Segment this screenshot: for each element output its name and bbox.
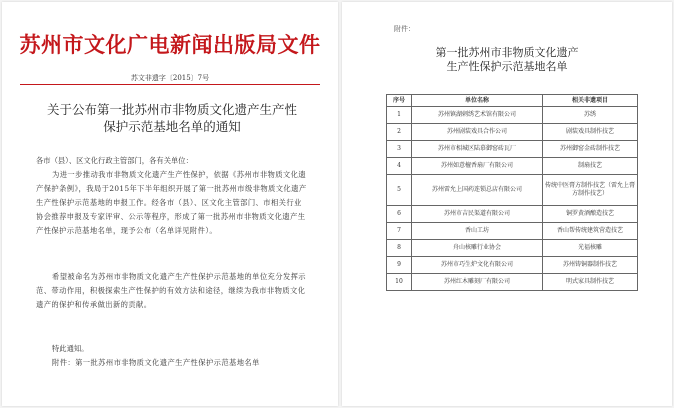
row-unit: 苏州雷允上国药连锁总店有限公司	[412, 175, 543, 206]
row-project: 铜罗黄酒酿造技艺	[543, 206, 638, 223]
row-project: 香山帮传统建筑营造技艺	[543, 223, 638, 240]
header-unit: 单位名称	[412, 95, 543, 107]
table-row	[387, 158, 638, 175]
notice-title-line2: 保护示范基地名单的通知	[103, 119, 241, 134]
row-unit: 香山工坊	[412, 223, 543, 240]
attachment-note	[36, 356, 308, 370]
right-document-page	[342, 2, 672, 406]
list-title-line2: 生产性保护示范基地名单	[446, 60, 568, 73]
table-row	[387, 175, 638, 206]
notice-title	[32, 101, 312, 135]
row-project: 苏绣	[543, 107, 638, 124]
row-unit: 舟山核雕行业协会	[412, 240, 543, 257]
row-project: 剧装戏具制作技艺	[543, 124, 638, 141]
table-row	[387, 223, 638, 240]
base-list-table	[386, 94, 638, 291]
row-unit: 苏州镇湖刺绣艺术馆有限公司	[412, 107, 543, 124]
closing-line: 特此通知。	[52, 344, 89, 353]
attachment-label: 附件：	[394, 25, 415, 33]
table-row	[387, 107, 638, 124]
header-project: 相关非遗项目	[543, 95, 638, 107]
row-no: 9	[387, 257, 412, 274]
body-paragraph-1: 为进一步推动我市非物质文化遗产生产性保护，依据《苏州市非物质文化遗产保护条例》，我局于2015年下半年组织开展了第一批苏州市级非物质文化遗产生产性保护示范基地的申报工作。经各市（县）、区文化主管部门、市相关行业协会推荐申报及专家评审、公示等程序，形成了第一批苏州市非物质文化遗产生产性保护示范基地名单，现予公布（名单详见附件）。	[36, 170, 307, 235]
row-no: 8	[387, 240, 412, 257]
salutation: 各市（县）、区文化行政主管部门，各有关单位：	[36, 156, 193, 165]
left-document-page	[2, 2, 338, 406]
row-no: 10	[387, 274, 412, 291]
row-project: 制扇技艺	[543, 158, 638, 175]
row-no: 3	[387, 141, 412, 158]
body-paragraph-2: 希望被命名为苏州市非物质文化遗产生产性保护示范基地的单位充分发挥示范、带动作用，积极探索生产性保护的有效方法和途径，继续为我市非物质文化遗产的保护和传承做出新的贡献。	[36, 272, 306, 309]
row-unit: 苏州市巧生炉文化有限公司	[412, 257, 543, 274]
notice-title-line1: 关于公布第一批苏州市非物质文化遗产生产性	[46, 102, 297, 117]
row-unit: 苏州市相城区陆慕御窑砖瓦厂	[412, 141, 543, 158]
row-unit: 苏州如意檀香扇厂有限公司	[412, 158, 543, 175]
row-unit: 苏州剧装戏具合作公司	[412, 124, 543, 141]
table-row	[387, 257, 638, 274]
row-project: 苏州御窑金砖制作技艺	[543, 141, 638, 158]
table-row	[387, 274, 638, 291]
row-no: 5	[387, 175, 412, 206]
row-no: 7	[387, 223, 412, 240]
table-row	[387, 240, 638, 257]
red-divider	[20, 84, 320, 85]
document-number: 苏文非遗字〔2015〕7号	[130, 74, 210, 82]
table-row	[387, 124, 638, 141]
row-unit: 苏州红木雕刻厂有限公司	[412, 274, 543, 291]
row-project: 明式家具制作技艺	[543, 274, 638, 291]
row-no: 2	[387, 124, 412, 141]
table-row	[387, 141, 638, 158]
row-unit: 苏州市吉民渠道有限公司	[412, 206, 543, 223]
attachment-prefix: 附件：	[52, 358, 76, 367]
row-no: 4	[387, 158, 412, 175]
row-project: 光福核雕	[543, 240, 638, 257]
row-project: 苏州铸铜器制作技艺	[543, 257, 638, 274]
table-row	[387, 206, 638, 223]
row-no: 6	[387, 206, 412, 223]
table-header-row	[387, 95, 638, 107]
document-header: 苏州市文化广电新闻出版局文件	[19, 33, 321, 57]
row-project: 传统中医膏方制作技艺（雷允上膏方制作技艺）	[543, 175, 638, 206]
list-title-line1: 第一批苏州市非物质文化遗产	[435, 46, 579, 59]
header-no: 序号	[387, 95, 412, 107]
attachment-text: 第一批苏州市非物质文化遗产生产性保护示范基地名单	[75, 358, 260, 367]
row-no: 1	[387, 107, 412, 124]
